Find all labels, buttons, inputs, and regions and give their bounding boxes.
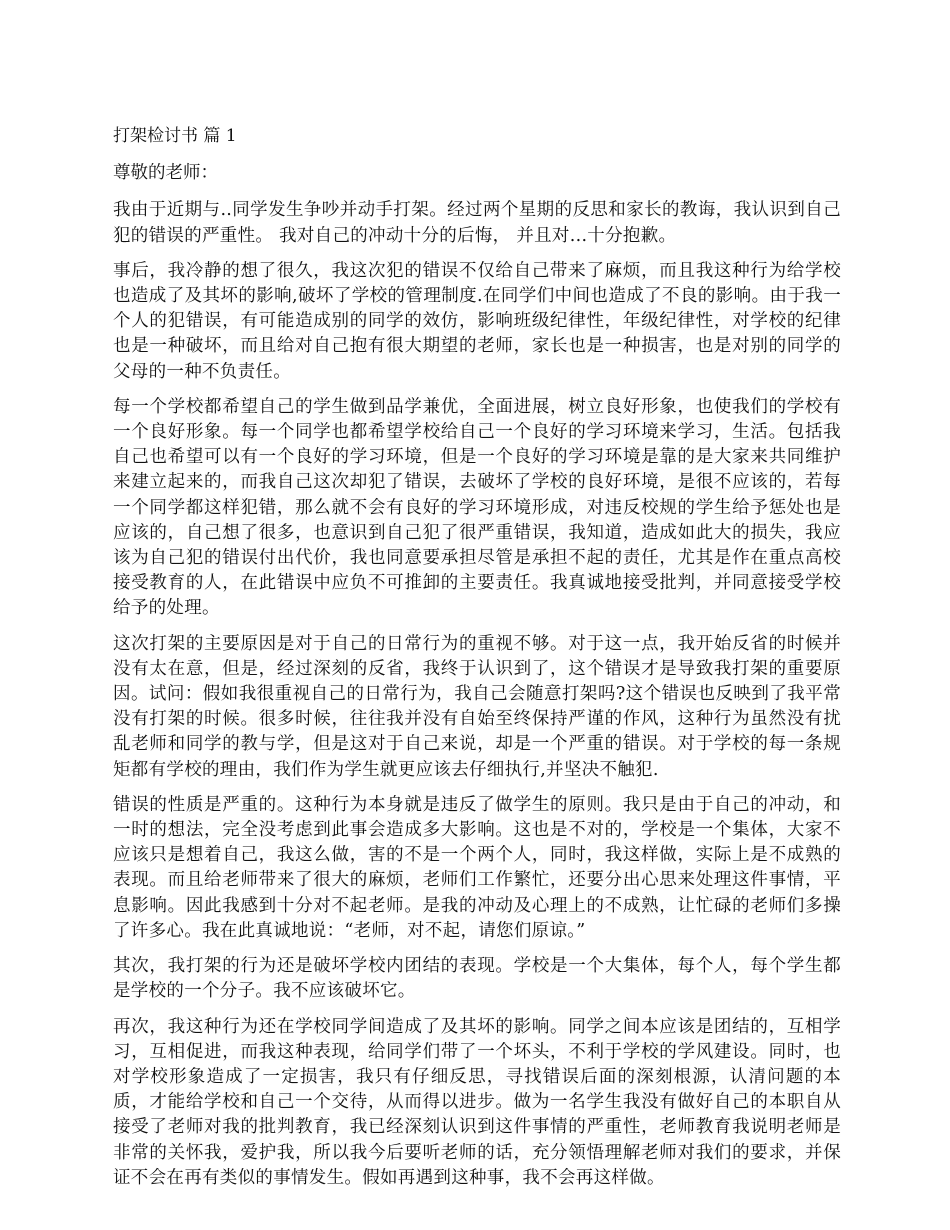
paragraph: 事后，我冷静的想了很久，我这次犯的错误不仅给自己带来了麻烦，而且我这种行为给学校也造成了及其坏的影响,破坏了学校的管理制度.在同学们中间也造成了不良的影响。由于我一个人的犯错误，有可能造成别的同学的效仿，影响班级纪律性，年级纪律性，对学校的纪律也是一种破坏，而且给对自己抱有很大期望的老师，家长也是一种损害，也是对别的同学的父母的一种不负责任。	[113, 260, 841, 382]
paragraph: 每一个学校都希望自己的学生做到品学兼优，全面进展，树立良好形象，也使我们的学校有一个良好形象。每一个同学也都希望学校给自己一个良好的学习环境来学习，生活。包括我自己也希望可以有一个良好的学习环境，但是一个良好的学习环境是靠的是大家来共同维护来建立起来的，而我自己这次却犯了错误，去破坏了学校的良好环境，是很不应该的，若每一个同学都这样犯错，那么就不会有良好的学习环境形成，对违反校规的学生给予惩处也是应该的，自己想了很多，也意识到自己犯了很严重错误，我知道，造成如此大的损失，我应该为自己犯的错误付出代价，我也同意要承担尽管是承担不起的责任，尤其是作在重点高校接受教育的人，在此错误中应负不可推卸的主要责任。我真诚地接受批判，并同意接受学校给予的处理。	[113, 396, 841, 619]
paragraph: 其次，我打架的行为还是破坏学校内团结的表现。学校是一个大集体，每个人，每个学生都是学校的一个分子。我不应该破坏它。	[113, 956, 841, 1002]
paragraph: 错误的性质是严重的。这种行为本身就是违反了做学生的原则。我只是由于自己的冲动，和一时的想法，完全没考虑到此事会造成多大影响。这也是不对的，学校是一个集体，大家不应该只是想着自己，我这么做，害的不是一个两个人，同时，我这样做，实际上是不成熟的表现。而且给老师带来了很大的麻烦，老师们工作繁忙，还要分出心思来处理这件事情，平息影响。因此我感到十分对不起老师。是我的冲动及心理上的不成熟，让忙碌的老师们多操了许多心。我在此真诚地说：“老师，对不起，请您们原谅。”	[113, 794, 841, 941]
paragraph: 再次，我这种行为还在学校同学间造成了及其坏的影响。同学之间本应该是团结的，互相学习，互相促进，而我这种表现，给同学们带了一个坏头，不利于学校的学风建设。同时，也对学校形象造成了一定损害，我只有仔细反思，寻找错误后面的深刻根源，认清问题的本质，才能给学校和自己一个交待，从而得以进步。做为一名学生我没有做好自己的本职自从接受了老师对我的批判教育，我已经深刻认识到这件事情的严重性，老师教育我说明老师是非常的关怀我，爱护我，所以我今后要听老师的话，充分领悟理解老师对我们的要求，并保证不会在再有类似的事情发生。假如再遇到这种事，我不会再这样做。	[113, 1016, 841, 1188]
document-page	[113, 124, 841, 1201]
paragraph: 我由于近期与..同学发生争吵并动手打架。经过两个星期的反思和家长的教诲，我认识到自己犯的错误的严重性。 我对自己的冲动十分的后悔， 并且对...十分抱歉。	[113, 200, 841, 246]
document-title: 打架检讨书 篇 1	[113, 126, 237, 146]
greeting: 尊敬的老师：	[113, 163, 218, 184]
paragraph: 这次打架的主要原因是对于自己的日常行为的重视不够。对于这一点，我开始反省的时候并没有太在意，但是，经过深刻的反省，我终于认识到了，这个错误才是导致我打架的重要原因。试问：假如我很重视自己的日常行为，我自己会随意打架吗?这个错误也反映到了我平常没有打架的时候。很多时候，往往我并没有自始至终保持严谨的作风，这种行为虽然没有扰乱老师和同学的教与学，但是这对于自己来说，却是一个严重的错误。对于学校的每一条规矩都有学校的理由，我们作为学生就更应该去仔细执行,并坚决不触犯.	[113, 633, 841, 780]
